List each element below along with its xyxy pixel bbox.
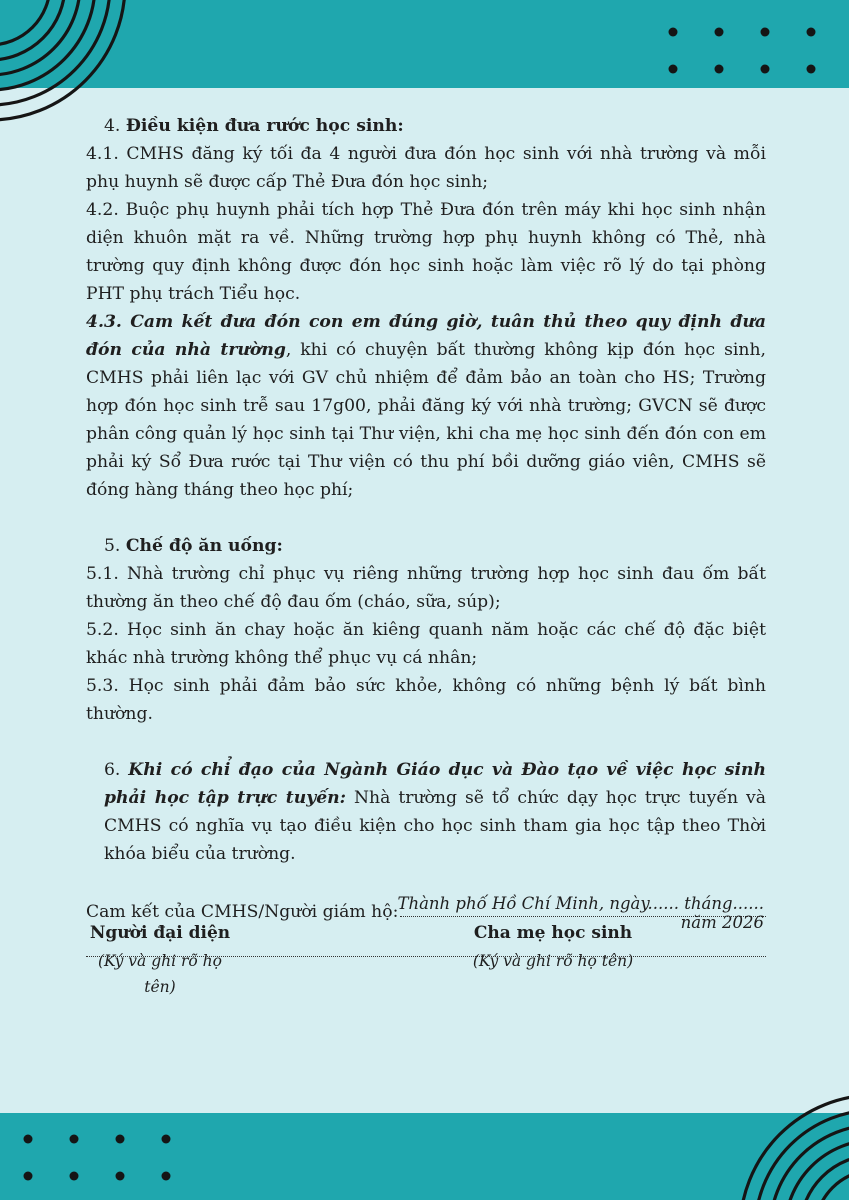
section-4-heading: 4. Điều kiện đưa rước học sinh: bbox=[104, 116, 404, 136]
section-5-heading: 5. Chế độ ăn uống: bbox=[104, 536, 283, 556]
item-4-1: 4.1. CMHS đăng ký tối đa 4 người đưa đón học sinh với nhà trường và mỗi phụ huynh sẽ được cấp Thẻ Đưa đón học sinh; bbox=[86, 144, 766, 192]
item-4-3-text: , khi có chuyện bất thường không kịp đón học sinh, CMHS phải liên lạc với GV chủ nhiệm để đảm bảo an toàn cho HS; Trường hợp đón học sinh trễ sau 17g00, phải đăng ký với nhà trường; GVCN sẽ được phân công quản lý học sinh tại Thư viện, khi cha mẹ học sinh đến đón con em phải ký Sổ Đưa rước tại Thư viện có thu phí bồi dưỡng giáo viên, CMHS sẽ đóng hàng tháng theo học phí; bbox=[86, 340, 766, 500]
item-5-2: 5.2. Học sinh ăn chay hoặc ăn kiêng quanh năm hoặc các chế độ đặc biệt khác nhà trường không thể phục vụ cá nhân; bbox=[86, 620, 766, 668]
section-4-title: Điều kiện đưa rước học sinh: bbox=[125, 116, 404, 136]
section-6-title: Khi có chỉ đạo của Ngành Giáo dục và Đào tạo về việc học sinh phải học tập trực tuyến: bbox=[104, 760, 766, 808]
section-6: 6. Khi có chỉ đạo của Ngành Giáo dục và Đào tạo về việc học sinh phải học tập trực tuyến: Nhà trường sẽ tổ chức dạy học trực tuyến và CMHS có nghĩa vụ tạo điều kiện cho học sinh tham gia học tập theo Thời khóa biểu của trường. bbox=[104, 760, 766, 864]
top-right-dots-icon bbox=[669, 28, 816, 74]
signature-parent bbox=[463, 920, 643, 974]
item-5-3: 5.3. Học sinh phải đảm bảo sức khỏe, không có những bệnh lý bất bình thường. bbox=[86, 676, 766, 724]
signature-representative bbox=[80, 920, 240, 1000]
bottom-right-arcs-icon bbox=[740, 1095, 849, 1200]
section-5-title: Chế độ ăn uống: bbox=[125, 536, 283, 556]
section-6-body: Nhà trường sẽ tổ chức dạy học trực tuyến và CMHS có nghĩa vụ tạo điều kiện cho học sinh tham gia học tập theo Thời khóa biểu của trường. bbox=[104, 788, 766, 864]
parent-title: Cha mẹ học sinh bbox=[473, 923, 633, 943]
item-5-1: 5.1. Nhà trường chỉ phục vụ riêng những trường hợp học sinh đau ốm bất thường ăn theo chế độ đau ốm (cháo, sữa, súp); bbox=[86, 564, 766, 612]
item-4-3 bbox=[86, 308, 766, 504]
top-left-arcs-icon bbox=[0, 0, 125, 120]
date-line: Thành phố Hồ Chí Minh, ngày...... tháng...... năm 2026 bbox=[397, 894, 764, 932]
representative-note: (Ký và ghi rõ họ tên) bbox=[97, 952, 222, 996]
representative-title: Người đại diện bbox=[89, 923, 231, 943]
document-body bbox=[86, 112, 766, 957]
parent-note: (Ký và ghi rõ họ tên) bbox=[472, 952, 634, 970]
item-4-3-emphasis: 4.3. Cam kết đưa đón con em đúng giờ, tuân thủ theo quy định đưa đón của nhà trường bbox=[86, 312, 766, 360]
bottom-left-dots-icon bbox=[24, 1135, 171, 1181]
item-4-2: 4.2. Buộc phụ huynh phải tích hợp Thẻ Đưa đón trên máy khi học sinh nhận diện khuôn mặt ra về. Những trường hợp phụ huynh không có Thẻ, nhà trường quy định không được đón học sinh hoặc làm việc rõ lý do tại phòng PHT phụ trách Tiểu học. bbox=[86, 200, 766, 304]
commitment-label: Cam kết của CMHS/Người giám hộ: bbox=[86, 902, 399, 922]
